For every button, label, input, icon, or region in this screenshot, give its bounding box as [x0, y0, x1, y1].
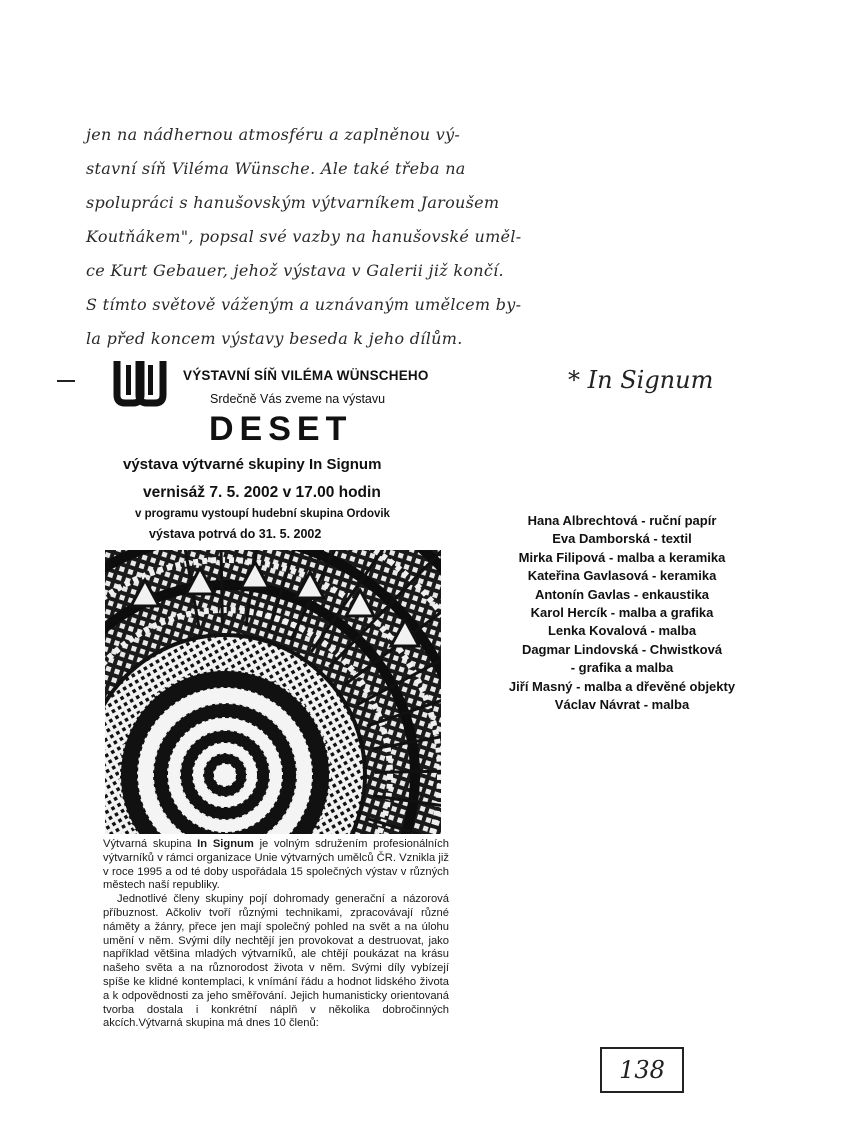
- gallery-name: VÝSTAVNÍ SÍŇ VILÉMA WÜNSCHEHO: [183, 368, 429, 383]
- member-item: Hana Albrechtová - ruční papír: [527, 513, 717, 528]
- handwritten-line: jen na nádhernou atmosféru a zaplněnou vý-: [86, 125, 461, 144]
- member-list: [462, 512, 782, 714]
- program-note: v programu vystoupí hudební skupina Ordovik: [135, 508, 390, 520]
- member-item: Eva Damborská - textil: [552, 531, 692, 547]
- member-item: - grafika a malba: [570, 660, 674, 676]
- member-item: Mirka Filipová - malba a keramika: [518, 549, 726, 565]
- handwritten-line: S tímto světově váženým a uznávaným umělcem by-: [86, 295, 522, 314]
- member-item: Lenka Kovalová - malba: [547, 623, 697, 639]
- group-name: In Signum: [197, 838, 254, 850]
- member-item: Antonín Gavlas - enkaustika: [534, 586, 710, 602]
- handwritten-line: Koutňákem", popsal své vazby na hanušovské uměl-: [86, 227, 522, 246]
- handwritten-paragraph: [86, 118, 606, 356]
- invite-text: Srdečně Vás zveme na výstavu: [210, 392, 386, 406]
- member-item: Jiří Masný - malba a dřevěné objekty: [508, 678, 736, 694]
- vernisage-date: vernisáž 7. 5. 2002 v 17.00 hodin: [143, 484, 381, 501]
- handwritten-line: spolupráci s hanušovským výtvarníkem Jaroušem: [86, 193, 500, 212]
- page-number-box: [600, 1047, 684, 1093]
- handwritten-line: ce Kurt Gebauer, jehož výstava v Galerii již končí.: [86, 261, 504, 280]
- page-number: 138: [619, 1056, 665, 1084]
- member-item: Dagmar Lindovská - Chwistková: [521, 641, 723, 657]
- article-text: [103, 838, 449, 1031]
- mosaic-artwork-image: [105, 550, 441, 834]
- exhibition-subtitle: výstava výtvarné skupiny In Signum: [123, 456, 382, 473]
- exhibition-title: DESET: [209, 410, 353, 448]
- handwritten-line: la před koncem výstavy beseda k jeho dílům.: [86, 329, 463, 348]
- article-paragraph: Výtvarná skupina In Signum je volným sdružením profesionálních výtvarníků v rámci organizace Unie výtvarných umělců ČR. Vznikla již v roce 1995 a od té doby uspořádala 15 společných výstav v různých městech naší republiky.: [103, 838, 449, 892]
- gallery-logo-icon: [113, 357, 167, 407]
- side-note: * In Signum: [568, 366, 714, 394]
- exhibition-duration: výstava potrvá do 31. 5. 2002: [149, 527, 322, 541]
- member-item: Karol Hercík - malba a grafika: [530, 605, 714, 621]
- article-paragraph: Jednotlivé členy skupiny pojí dohromady generační a názorová příbuznost. Ačkoliv tvoří různými technikami, zpracovávají různé náměty a žánry, přece jen mají společný pohled na svět a na úlohu umění v něm. Svými díly nechtějí jen provokovat a destruovat, jako například většina mladých výtvarníků, ale chtějí poukázat na krásu našeho světa a na různorodost života v něm. Svými díly vybízejí spíše ke klidné kontemplaci, k vnímání řádu a hodnot lidského života a k odpovědnosti za jeho směřování. Jejich humanisticky orientovaná tvorba dostala i konkrétní náplň v několika dobročinných akcích.Výtvarná skupina má dnes 10 členů:: [103, 893, 449, 1030]
- handwritten-line: stavní síň Viléma Wünsche. Ale také třeba na: [86, 159, 466, 178]
- member-item: Kateřina Gavlasová - keramika: [527, 568, 717, 584]
- member-item: Václav Návrat - malba: [554, 697, 690, 713]
- margin-dash: [57, 380, 75, 382]
